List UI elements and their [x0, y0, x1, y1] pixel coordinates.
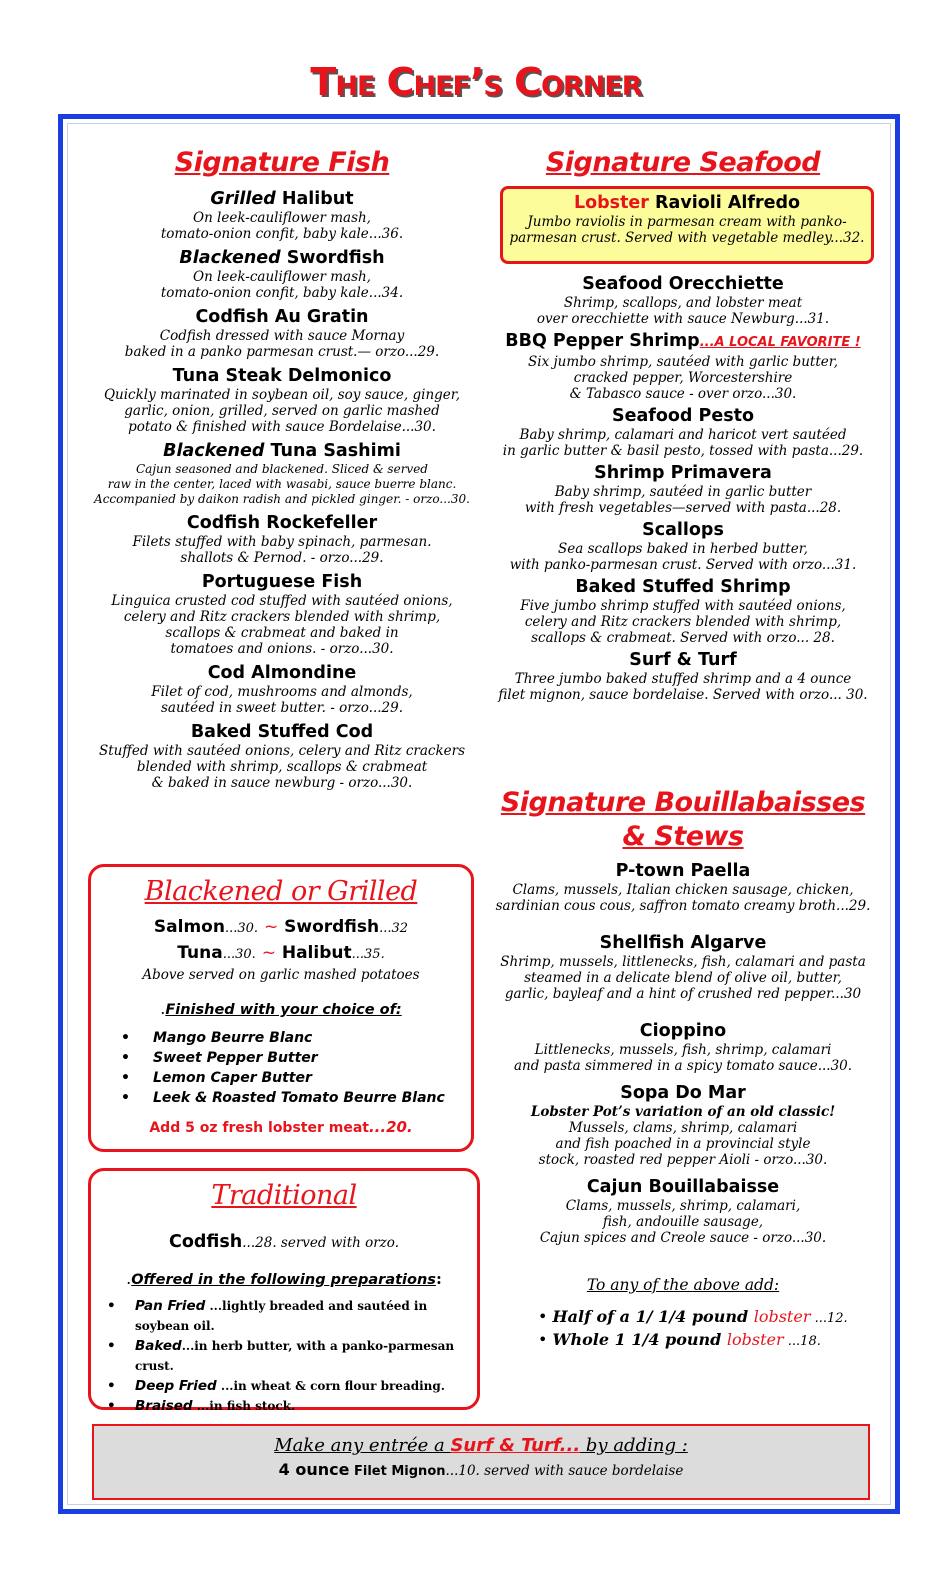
- lobster-add-line: [91, 1118, 471, 1136]
- seafood-desc-line: over orecchiette with sauce Newburg...31.: [536, 311, 830, 327]
- seafood-desc-line: Sea scallops baked in herbed butter,: [558, 541, 808, 557]
- fish-name: Swordfish: [280, 248, 385, 268]
- seafood-item-name: [490, 462, 876, 484]
- footer-ounce: 4 ounce: [278, 1460, 350, 1479]
- sauce-item: • Leek & Roasted Tomato Beurre Blanc: [121, 1088, 471, 1108]
- stew-item: [490, 1020, 876, 1074]
- fish-item: [92, 247, 472, 301]
- fish-name: Cod Almondine: [207, 663, 357, 683]
- stew-desc-line: and pasta simmered in a spicy tomato sauce...30.: [513, 1058, 853, 1074]
- fish-name: Halibut: [275, 189, 354, 209]
- fish-item-name: [92, 512, 472, 534]
- seafood-name: Scallops: [642, 520, 724, 540]
- seafood-desc-line: with panko-parmesan crust. Served with orzo...31.: [509, 557, 857, 573]
- fish-desc-line: Linguica crusted cod stuffed with sautéed onions,: [111, 593, 453, 609]
- ravioli-desc-1: Jumbo raviolis in parmesan cream with panko-: [527, 214, 847, 230]
- prep-list: [107, 1296, 477, 1416]
- garlic-note: Above served on garlic mashed potatoes: [142, 967, 420, 983]
- fish-prefix: Grilled: [210, 189, 276, 209]
- codfish-note: served with orzo.: [276, 1235, 399, 1251]
- blackened-grilled-box: [88, 864, 474, 1152]
- fish-name: Codfish Au Gratin: [195, 307, 369, 327]
- lobster-add-price: ...20.: [368, 1118, 413, 1136]
- add-heading: To any of the above add:: [586, 1276, 780, 1294]
- fish-desc-line: On leek-cauliflower mash,: [193, 210, 371, 226]
- fish-prefix: Blackened: [163, 441, 265, 461]
- prep-item: [107, 1396, 477, 1416]
- stew-name: Cajun Bouillabaisse: [586, 1177, 780, 1197]
- footer-filet: Filet Mignon: [349, 1464, 446, 1479]
- page-title: The Chef’s Corner: [310, 60, 642, 104]
- footer-line-1: [94, 1434, 868, 1458]
- stew-desc-line: and fish poached in a provincial style: [555, 1136, 811, 1152]
- seafood-item: [490, 273, 876, 327]
- seafood-desc-line: & Tabasco sauce - over orzo...30.: [569, 386, 797, 402]
- seafood-desc-line: Baby shrimp, calamari and haricot vert sautéed: [519, 427, 847, 443]
- seafood-item: [490, 405, 876, 459]
- stew-item: [490, 860, 876, 914]
- stew-desc-line: sardinian cous cous, saffron tomato creamy broth...29.: [495, 898, 871, 914]
- stew-desc-line: garlic, bayleaf and a hint of crushed red pepper...30: [504, 986, 862, 1002]
- tilde: ~: [261, 943, 276, 963]
- fish-desc-line: potato & finished with sauce Bordelaise...30.: [128, 419, 436, 435]
- seafood-item: [490, 330, 876, 402]
- fish-item: [92, 571, 472, 657]
- seafood-desc-line: celery and Ritz crackers blended with shrimp,: [524, 614, 842, 630]
- stew-desc-line: steamed in a delicate blend of olive oil, butter,: [524, 970, 842, 986]
- fish-name: Tuna Steak Delmonico: [172, 366, 392, 386]
- lobster-ravioli-feature: [500, 186, 874, 264]
- fish-item: [92, 512, 472, 566]
- seafood-item-name: [490, 576, 876, 598]
- seafood-desc-line: Three jumbo baked stuffed shrimp and a 4 ounce: [514, 671, 852, 687]
- footer-price: ...10.: [445, 1463, 480, 1479]
- ravioli-desc-2: parmesan crust. Served with vegetable medley...32.: [509, 230, 865, 246]
- fish-desc-line: sautéed in sweet butter. - orzo...29.: [161, 700, 403, 716]
- seafood-desc-line: scallops & crabmeat. Served with orzo... 28.: [531, 630, 835, 646]
- seafood-item-name: [490, 330, 876, 354]
- stew-name: P-town Paella: [615, 861, 751, 881]
- fish-desc-line: Filets stuffed with baby spinach, parmesan.: [132, 534, 432, 550]
- fish-desc-line: tomatoes and onions. - orzo...30.: [170, 641, 394, 657]
- tuna-halibut-line: [91, 941, 471, 967]
- fish-desc-line: On leek-cauliflower mash,: [193, 269, 371, 285]
- signature-fish-heading: Signature Fish: [174, 147, 390, 178]
- stew-tagline: Lobster Pot’s variation of an old classic!: [530, 1104, 836, 1120]
- fish-desc-line: tomato-onion confit, baby kale...34.: [160, 285, 404, 301]
- footer-pre: Make any entrée a: [274, 1435, 451, 1456]
- prep-suffix: :: [435, 1269, 442, 1288]
- bouillabaisse-heading-2: & Stews: [622, 821, 744, 852]
- footer-post: by adding :: [580, 1435, 688, 1456]
- seafood-desc-line: filet mignon, sauce bordelaise. Served with orzo... 30.: [498, 687, 868, 703]
- fish-name: Codfish Rockefeller: [186, 513, 378, 533]
- signature-seafood-heading: Signature Seafood: [545, 147, 821, 178]
- tuna-label: Tuna: [177, 943, 223, 963]
- codfish-line: [91, 1231, 477, 1253]
- lobster-word: lobster: [726, 1330, 784, 1349]
- stew-name: Sopa Do Mar: [620, 1083, 746, 1103]
- fish-desc-line: raw in the center, laced with wasabi, sauce buerre blanc.: [107, 477, 457, 491]
- lobster-ravioli-title: [503, 192, 871, 214]
- prep-note: ...lightly breaded and sautéed in soybean oil.: [135, 1299, 428, 1333]
- fish-item: [92, 306, 472, 360]
- fish-item: [92, 721, 472, 791]
- lobster-add-item: [538, 1329, 876, 1352]
- fish-item: [92, 440, 472, 507]
- salmon-label: Salmon: [153, 917, 225, 937]
- seafood-desc-line: Shrimp, scallops, and lobster meat: [563, 295, 803, 311]
- swordfish-price: ...32: [379, 921, 409, 936]
- signature-fish-section: [92, 146, 472, 791]
- seafood-name: Surf & Turf: [629, 650, 737, 670]
- stew-item: [490, 1082, 876, 1168]
- salmon-swordfish-line: [91, 915, 471, 941]
- prep-name: Deep Fried: [135, 1378, 217, 1394]
- sauce-item: • Mango Beurre Blanc: [121, 1028, 471, 1048]
- lobster-add-label: Add 5 oz fresh lobster meat: [149, 1120, 369, 1136]
- fish-desc-line: Cajun seasoned and blackened. Sliced & served: [135, 462, 428, 476]
- stew-item: [490, 932, 876, 1002]
- prep-heading: [91, 1269, 477, 1288]
- bouillabaisse-section: [490, 786, 876, 1352]
- choice-heading: [91, 999, 471, 1018]
- seafood-item: [490, 576, 876, 646]
- fish-desc-line: celery and Ritz crackers blended with shrimp,: [123, 609, 441, 625]
- prep-name: Baked: [135, 1338, 182, 1354]
- seafood-items: [490, 270, 876, 703]
- sauce-item: • Sweet Pepper Butter: [121, 1048, 471, 1068]
- fish-item-name: [92, 440, 472, 462]
- fish-prefix: Blackened: [179, 248, 281, 268]
- prep-note: ...in herb butter, with a panko-parmesan crust.: [135, 1339, 455, 1373]
- fish-desc-line: Quickly marinated in soybean oil, soy sauce, ginger,: [103, 387, 461, 403]
- fish-desc-line: shallots & Pernod. - orzo...29.: [180, 550, 384, 566]
- fish-item: [92, 365, 472, 435]
- stew-desc-line: Clams, mussels, Italian chicken sausage, chicken,: [512, 882, 854, 898]
- sauce-item: • Lemon Caper Butter: [121, 1068, 471, 1088]
- codfish-price: ...28.: [242, 1235, 277, 1251]
- seafood-desc-line: Six jumbo shrimp, sautéed with garlic butter,: [528, 354, 838, 370]
- fish-desc-line: Filet of cod, mushrooms and almonds,: [151, 684, 413, 700]
- fish-desc-line: garlic, onion, grilled, served on garlic mashed: [124, 403, 440, 419]
- fish-desc-line: & baked in sauce newburg - orzo...30.: [151, 775, 413, 791]
- seafood-name: Baked Stuffed Shrimp: [575, 577, 791, 597]
- fish-item-name: [92, 365, 472, 387]
- seafood-desc-line: Baby shrimp, sautéed in garlic butter: [554, 484, 812, 500]
- stew-desc-line: Shrimp, mussels, littlenecks, fish, calamari and pasta: [500, 954, 866, 970]
- swordfish-label: Swordfish: [284, 917, 380, 937]
- seafood-name: Seafood Orecchiette: [582, 274, 784, 294]
- signature-seafood-section: [496, 146, 870, 180]
- fish-desc-line: Stuffed with sautéed onions, celery and Ritz crackers: [98, 743, 465, 759]
- seafood-item: [490, 519, 876, 573]
- seafood-desc-line: cracked pepper, Worcestershire: [573, 370, 793, 386]
- traditional-heading: Traditional: [211, 1180, 357, 1211]
- seafood-item: [490, 649, 876, 703]
- salmon-price: ...30.: [224, 921, 259, 936]
- seafood-name: BBQ Pepper Shrimp: [505, 331, 700, 351]
- fish-item-name: [92, 247, 472, 269]
- add-price: ...18.: [783, 1334, 821, 1349]
- ravioli-name: Ravioli Alfredo: [648, 193, 801, 213]
- fish-item: [92, 662, 472, 716]
- seafood-desc-line: in garlic butter & basil pesto, tossed with pasta...29.: [502, 443, 864, 459]
- fish-item-name: [92, 662, 472, 684]
- stew-item: [490, 1176, 876, 1246]
- codfish-label: Codfish: [169, 1232, 243, 1252]
- traditional-box: [88, 1168, 480, 1414]
- lobster-word: lobster: [753, 1307, 811, 1326]
- prep-name: Pan Fried: [135, 1298, 206, 1314]
- stew-name: Cioppino: [639, 1021, 727, 1041]
- prep-item: [107, 1336, 477, 1376]
- footer-surf-turf: Surf & Turf...: [450, 1435, 581, 1456]
- fish-desc-line: Codfish dressed with sauce Mornay: [159, 328, 405, 344]
- halibut-label: Halibut: [281, 943, 352, 963]
- stew-desc-line: fish, andouille sausage,: [602, 1214, 764, 1230]
- lobster-add-item: [538, 1306, 876, 1329]
- add-text: Half of a 1/ 1/4 pound: [552, 1307, 754, 1326]
- fish-desc-line: tomato-onion confit, baby kale...36.: [160, 226, 404, 242]
- choice-prefix: .: [160, 999, 166, 1018]
- lobster-word: Lobster: [573, 193, 649, 213]
- fish-desc-line: Accompanied by daikon radish and pickled ginger. - orzo...30.: [94, 492, 470, 506]
- fish-item-name: [92, 721, 472, 743]
- local-favorite-tag: ...A LOCAL FAVORITE !: [699, 335, 861, 350]
- fish-desc-line: blended with shrimp, scallops & crabmeat: [136, 759, 428, 775]
- tilde: ~: [263, 917, 279, 937]
- add-text: Whole 1 1/4 pound: [552, 1330, 727, 1349]
- stew-desc-line: Cajun spices and Creole sauce - orzo...30.: [539, 1230, 827, 1246]
- prep-item: [107, 1376, 477, 1396]
- seafood-item-name: [490, 273, 876, 295]
- seafood-item: [490, 462, 876, 516]
- seafood-name: Seafood Pesto: [611, 406, 755, 426]
- seafood-name: Shrimp Primavera: [594, 463, 772, 483]
- bullet-icon: •: [538, 1330, 553, 1349]
- add-price: ...12.: [810, 1311, 848, 1326]
- halibut-price: ...35.: [351, 947, 385, 962]
- fish-name: Tuna Sashimi: [264, 441, 401, 461]
- fish-item-name: [92, 188, 472, 210]
- sauce-list: [121, 1028, 471, 1108]
- seafood-desc-line: with fresh vegetables—served with pasta...28.: [524, 500, 842, 516]
- prep-note: ...in fish stock.: [192, 1399, 296, 1413]
- tuna-price: ...30.: [222, 947, 256, 962]
- bouillabaisse-heading-1: Signature Bouillabaisses: [500, 787, 866, 818]
- seafood-item-name: [490, 649, 876, 671]
- stew-name: Shellfish Algarve: [599, 933, 767, 953]
- add-list: [538, 1306, 876, 1352]
- stew-desc-line: Littlenecks, mussels, fish, shrimp, calamari: [534, 1042, 832, 1058]
- bullet-icon: •: [538, 1307, 553, 1326]
- fish-name: Baked Stuffed Cod: [190, 722, 374, 742]
- choice-label: Finished with your choice of:: [165, 1002, 402, 1018]
- footer-line-2: [94, 1460, 868, 1479]
- seafood-desc-line: Five jumbo shrimp stuffed with sautéed onions,: [520, 598, 846, 614]
- prep-label: Offered in the following preparations: [131, 1272, 436, 1288]
- seafood-item-name: [490, 519, 876, 541]
- fish-item-name: [92, 571, 472, 593]
- prep-prefix: .: [126, 1269, 132, 1288]
- fish-item: [92, 188, 472, 242]
- fish-item-name: [92, 306, 472, 328]
- stew-desc-line: stock, roasted red pepper Aioli - orzo...30.: [538, 1152, 828, 1168]
- fish-name: Portuguese Fish: [201, 572, 363, 592]
- seafood-item-name: [490, 405, 876, 427]
- fish-desc-line: baked in a panko parmesan crust.— orzo...29.: [124, 344, 440, 360]
- stew-desc-line: Mussels, clams, shrimp, calamari: [568, 1120, 798, 1136]
- prep-name: Braised: [135, 1398, 193, 1414]
- footer-note: served with sauce bordelaise: [479, 1463, 684, 1479]
- fish-desc-line: scallops & crabmeat and baked in: [165, 625, 399, 641]
- prep-item: [107, 1296, 477, 1336]
- prep-note: ...in wheat & corn flour breading.: [216, 1379, 445, 1393]
- stew-desc-line: Clams, mussels, shrimp, calamari,: [565, 1198, 801, 1214]
- surf-turf-footer: [92, 1424, 870, 1500]
- blackened-grilled-heading: Blackened or Grilled: [144, 876, 418, 907]
